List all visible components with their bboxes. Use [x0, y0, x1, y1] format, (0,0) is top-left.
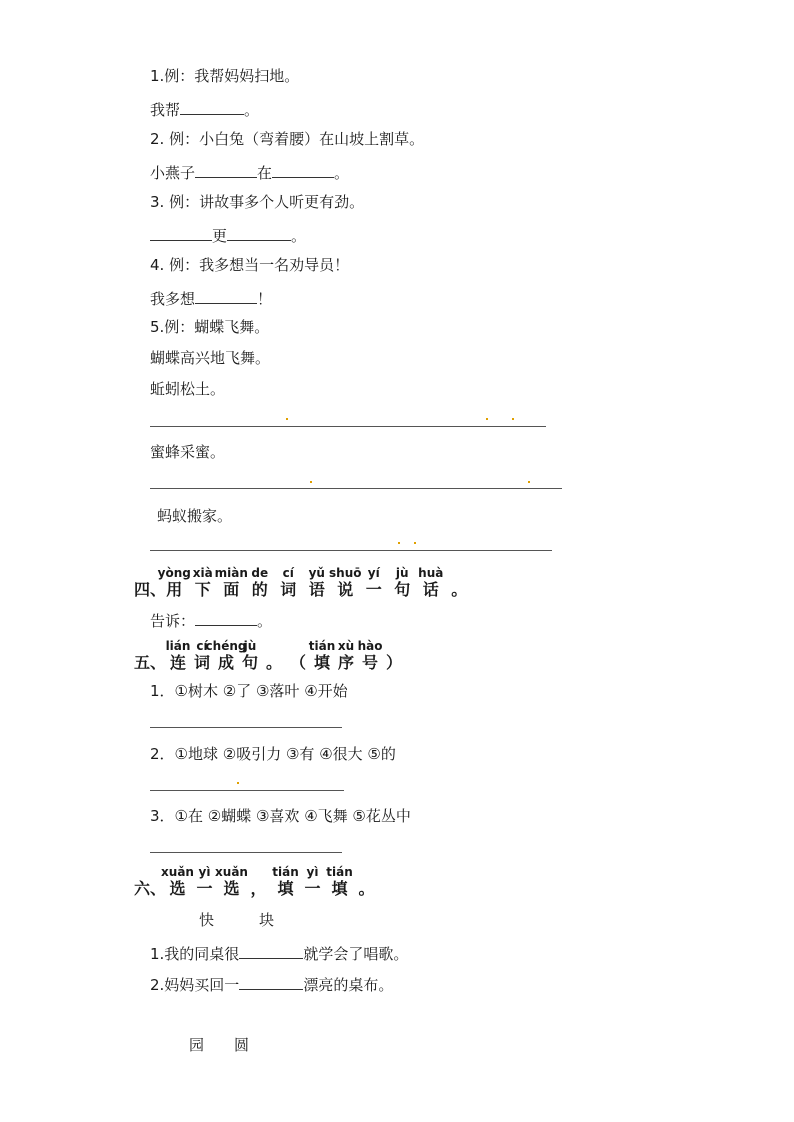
ink-mark	[414, 542, 416, 544]
hanzi: 序	[337, 653, 354, 672]
heading-char	[215, 865, 248, 899]
heading-char	[360, 566, 389, 600]
heading-char	[157, 566, 191, 600]
exercise-3	[150, 224, 306, 246]
exercise-4	[150, 287, 272, 309]
ink-mark	[237, 782, 239, 784]
exercise-gaosu	[150, 609, 272, 631]
hanzi: 词	[193, 653, 210, 672]
heading-char	[358, 639, 382, 673]
pinyin: miàn	[214, 566, 248, 580]
pinyin: tián	[308, 639, 336, 653]
exercise-1	[150, 98, 259, 120]
hanzi: 填	[277, 879, 294, 898]
fill-2-pre: 2.妈妈买回一	[150, 976, 240, 994]
ink-mark	[512, 418, 514, 420]
pinyin	[457, 566, 461, 580]
exercise-2-post: 。	[334, 164, 350, 182]
hanzi: 一	[304, 879, 321, 898]
exercise-3-mid: 更	[212, 227, 228, 245]
heading-char	[191, 865, 218, 899]
answer-blank[interactable]	[150, 224, 212, 241]
hanzi: 话	[422, 580, 439, 599]
answer-blank[interactable]	[239, 973, 303, 990]
fill-2-post: 漂亮的桌布。	[303, 976, 394, 994]
section-6-number: 六、	[134, 879, 167, 898]
answer-blank[interactable]	[227, 224, 291, 241]
section-5-number: 五、	[134, 653, 167, 672]
char-pair-2	[189, 1035, 249, 1055]
exercise-1-post: 。	[244, 101, 260, 119]
example-2: 2. 例：小白兔（弯着腰）在山坡上割草。	[150, 130, 425, 148]
heading-char	[388, 566, 417, 600]
pinyin: yòng	[157, 566, 191, 580]
answer-line[interactable]	[150, 426, 546, 427]
heading-char	[274, 566, 303, 600]
fill-1	[150, 942, 408, 964]
section-6-heading	[161, 865, 380, 899]
heading-char	[353, 865, 380, 899]
example-5-answer: 蝴蝶高兴地飞舞。	[150, 349, 271, 367]
hanzi: 填	[331, 879, 348, 898]
answer-line[interactable]	[150, 790, 344, 791]
section-4-number: 四、	[134, 580, 167, 599]
pinyin	[296, 639, 300, 653]
answer-line[interactable]	[150, 488, 562, 489]
pinyin: yì	[198, 865, 211, 879]
hanzi: 的	[251, 580, 268, 599]
exercise-2-pre: 小燕子	[150, 164, 196, 182]
hanzi: ）	[385, 653, 402, 672]
word-order-2: 2．①地球 ②吸引力 ③有 ④很大 ⑤的	[150, 745, 396, 763]
heading-char	[310, 639, 334, 673]
word-order-3: 3．①在 ②蝴蝶 ③喜欢 ④飞舞 ⑤花丛中	[150, 807, 411, 825]
heading-char	[286, 639, 310, 673]
word-order-1: 1．①树木 ②了 ③落叶 ④开始	[150, 682, 348, 700]
ink-mark	[528, 481, 530, 483]
heading-char	[445, 566, 474, 600]
answer-blank[interactable]	[272, 161, 334, 178]
hanzi: 选	[223, 879, 240, 898]
ink-mark	[486, 418, 488, 420]
hanzi: 选	[169, 879, 186, 898]
exercise-4-post: ！	[257, 290, 273, 308]
fill-1-pre: 1.我的同桌很	[150, 945, 240, 963]
heading-char	[238, 639, 262, 673]
pinyin: xuǎn	[215, 865, 248, 879]
answer-blank[interactable]	[195, 609, 257, 626]
question-bee: 蜜蜂采蜜。	[150, 443, 226, 461]
example-3: 3. 例：讲故事多个人听更有劲。	[150, 193, 365, 211]
hanzi: 。	[358, 879, 375, 898]
answer-blank[interactable]	[195, 287, 257, 304]
prompt-post: 。	[257, 612, 273, 630]
heading-char	[161, 865, 194, 899]
pinyin: tián	[272, 865, 299, 879]
ink-mark	[310, 481, 312, 483]
fill-2	[150, 973, 393, 995]
char-option: 园	[189, 1036, 205, 1054]
hanzi: 说	[337, 580, 354, 599]
pinyin: huà	[418, 566, 444, 580]
pinyin: jù	[243, 639, 257, 653]
question-earthworm: 蚯蚓松土。	[150, 380, 226, 398]
pinyin: tián	[326, 865, 353, 879]
heading-char	[214, 566, 248, 600]
heading-char	[417, 566, 446, 600]
hanzi: 句	[394, 580, 411, 599]
pinyin: cí	[282, 566, 294, 580]
hanzi: 下	[194, 580, 211, 599]
fill-1-post: 就学会了唱歌。	[303, 945, 409, 963]
pinyin: xù	[337, 639, 355, 653]
section-4-heading	[157, 566, 474, 600]
example-4: 4. 例：我多想当一名劝导员！	[150, 256, 350, 274]
answer-blank[interactable]	[195, 161, 257, 178]
hanzi: 语	[308, 580, 325, 599]
section-5-heading	[166, 639, 406, 673]
pinyin: shuō	[329, 566, 362, 580]
hanzi: 成	[217, 653, 234, 672]
heading-char	[299, 865, 326, 899]
heading-char	[262, 639, 286, 673]
pinyin: cí	[196, 639, 208, 653]
exercise-3-post: 。	[291, 227, 307, 245]
hanzi: 一	[196, 879, 213, 898]
pinyin: xuǎn	[161, 865, 194, 879]
exercise-4-pre: 我多想	[150, 290, 196, 308]
pinyin: lián	[165, 639, 191, 653]
answer-line[interactable]	[150, 550, 552, 551]
heading-char	[166, 639, 190, 673]
heading-char	[245, 865, 272, 899]
answer-blank[interactable]	[239, 942, 303, 959]
heading-char	[205, 639, 247, 673]
ink-mark	[286, 418, 288, 420]
hanzi: 一	[365, 580, 382, 599]
heading-char	[189, 566, 218, 600]
example-5: 5.例：蝴蝶飞舞。	[150, 318, 270, 336]
hanzi: 。	[265, 653, 282, 672]
hanzi: ，	[250, 879, 267, 898]
pinyin: hào	[357, 639, 383, 653]
ink-mark	[398, 542, 400, 544]
hanzi: 。	[451, 580, 468, 599]
pinyin	[256, 865, 260, 879]
pinyin	[364, 865, 368, 879]
heading-char	[303, 566, 332, 600]
hanzi: 填	[313, 653, 330, 672]
hanzi: 词	[280, 580, 297, 599]
pinyin: jù	[395, 566, 409, 580]
pinyin: yǔ	[308, 566, 325, 580]
answer-blank[interactable]	[180, 98, 244, 115]
heading-char	[246, 566, 275, 600]
pinyin	[272, 639, 276, 653]
exercise-1-pre: 我帮	[150, 101, 181, 119]
example-1: 1.例：我帮妈妈扫地。	[150, 67, 300, 85]
hanzi: 句	[241, 653, 258, 672]
heading-char	[331, 566, 360, 600]
heading-char	[326, 865, 353, 899]
heading-char	[334, 639, 358, 673]
hanzi: 连	[169, 653, 186, 672]
pinyin: yì	[306, 865, 319, 879]
pinyin	[392, 639, 396, 653]
char-pair-1	[199, 910, 274, 930]
pinyin: chéng	[205, 639, 247, 653]
pinyin: de	[251, 566, 269, 580]
answer-line[interactable]	[150, 727, 342, 728]
hanzi: （	[289, 653, 306, 672]
pinyin: xià	[192, 566, 213, 580]
heading-char	[382, 639, 406, 673]
prompt-label: 告诉：	[150, 612, 196, 630]
question-ant: 蚂蚁搬家。	[157, 507, 233, 525]
char-option: 块	[259, 911, 275, 929]
pinyin: yí	[367, 566, 380, 580]
exercise-2	[150, 161, 349, 183]
hanzi: 用	[166, 580, 183, 599]
hanzi: 面	[223, 580, 240, 599]
char-option: 圆	[234, 1036, 250, 1054]
exercise-2-mid: 在	[257, 164, 273, 182]
char-option: 快	[199, 911, 215, 929]
heading-char	[272, 865, 299, 899]
answer-line[interactable]	[150, 852, 342, 853]
hanzi: 号	[361, 653, 378, 672]
